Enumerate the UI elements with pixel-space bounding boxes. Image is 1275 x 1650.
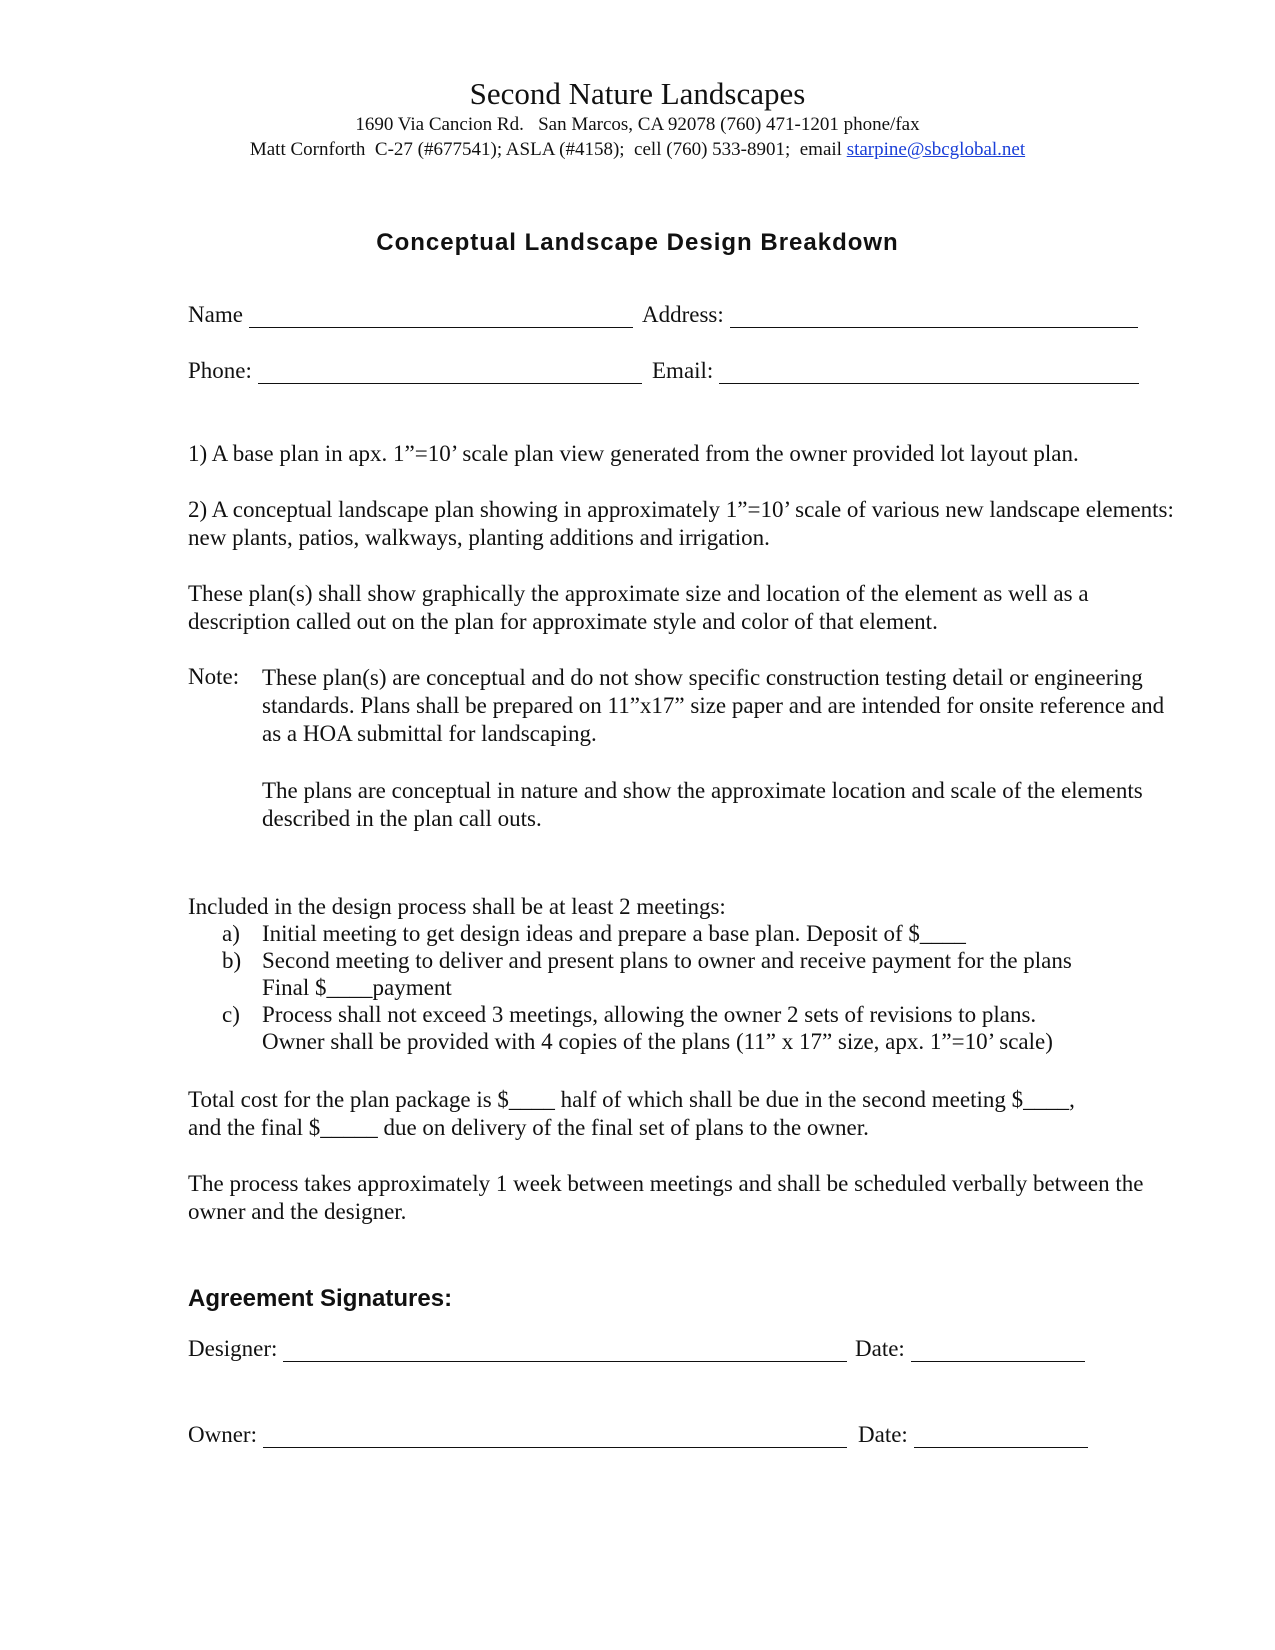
total-cost-line-1: Total cost for the plan package is $____ half of which shall be due in the second meeting $____, [188, 1087, 1075, 1112]
address-line[interactable] [730, 305, 1138, 328]
note-label: Note: [188, 664, 240, 689]
address-label: Address: [642, 302, 724, 327]
name-field [188, 302, 633, 328]
date-label: Date: [858, 1422, 908, 1447]
list-marker: c) [222, 1002, 240, 1027]
meetings-intro: Included in the design process shall be at least 2 meetings: [188, 894, 726, 919]
list-marker: a) [222, 921, 240, 946]
list-marker: b) [222, 948, 242, 973]
owner-date-field [858, 1422, 1088, 1448]
list-text: Owner shall be provided with 4 copies of the plans (11” x 17” size, apx. 1”=10’ scale) [262, 1029, 1053, 1054]
phone-field [188, 358, 642, 384]
owner-label: Owner: [188, 1422, 257, 1447]
designer-signature-field [188, 1336, 847, 1362]
email-link[interactable]: starpine@sbcglobal.net [846, 139, 1026, 160]
list-text: Initial meeting to get design ideas and prepare a base plan. Deposit of $____ [262, 921, 966, 946]
phone-line[interactable] [258, 361, 642, 384]
owner-signature-field [188, 1422, 847, 1448]
company-contact [0, 139, 1275, 161]
signatures-heading: Agreement Signatures: [188, 1285, 453, 1312]
email-label: Email: [652, 358, 714, 383]
process-paragraph: The process takes approximately 1 week between meetings and shall be scheduled verbally between the owner and the designer. [188, 1171, 1144, 1224]
address-field [642, 302, 1138, 328]
phone-label: Phone: [188, 358, 252, 383]
designer-label: Designer: [188, 1336, 278, 1361]
email-field [652, 358, 1139, 384]
document-title: Conceptual Landscape Design Breakdown [376, 229, 899, 256]
name-line[interactable] [249, 305, 633, 328]
date-label: Date: [855, 1336, 905, 1361]
designer-date-field [855, 1336, 1085, 1362]
company-address: 1690 Via Cancion Rd. San Marcos, CA 92078 (760) 471-1201 phone/fax [355, 114, 920, 135]
contact-details: Matt Cornforth C-27 (#677541); ASLA (#4158); cell (760) 533-8901; email [249, 139, 847, 160]
plans-description: These plan(s) shall show graphically the approximate size and location of the element as well as a description called out on the plan for approximate style and color of that element. [188, 581, 1089, 634]
owner-date-line[interactable] [914, 1425, 1088, 1448]
item-conceptual-plan: 2) A conceptual landscape plan showing in approximately 1”=10’ scale of various new landscape elements: new plants, patios, walkways, planting additions and irrigation. [188, 497, 1174, 550]
list-text: Second meeting to deliver and present plans to owner and receive payment for the plans [262, 948, 1072, 973]
owner-signature-line[interactable] [263, 1425, 847, 1448]
note-paragraph-1: These plan(s) are conceptual and do not show specific construction testing detail or engineering standards. Plans shall be prepared on 11”x17” size paper and are intended for onsite reference and as a HOA submittal for landscaping. [262, 665, 1165, 746]
note-paragraph-2: The plans are conceptual in nature and show the approximate location and scale of the elements described in the plan call outs. [262, 778, 1143, 831]
total-cost-line-2: and the final $_____ due on delivery of the final set of plans to the owner. [188, 1115, 869, 1140]
company-name: Second Nature Landscapes [469, 76, 806, 111]
list-text: Process shall not exceed 3 meetings, allowing the owner 2 sets of revisions to plans. [262, 1002, 1037, 1027]
item-base-plan: 1) A base plan in apx. 1”=10’ scale plan view generated from the owner provided lot layout plan. [188, 441, 1079, 466]
designer-signature-line[interactable] [283, 1339, 847, 1362]
list-text: Final $____payment [262, 975, 452, 1000]
name-label: Name [188, 302, 243, 327]
designer-date-line[interactable] [911, 1339, 1085, 1362]
email-line[interactable] [719, 361, 1139, 384]
